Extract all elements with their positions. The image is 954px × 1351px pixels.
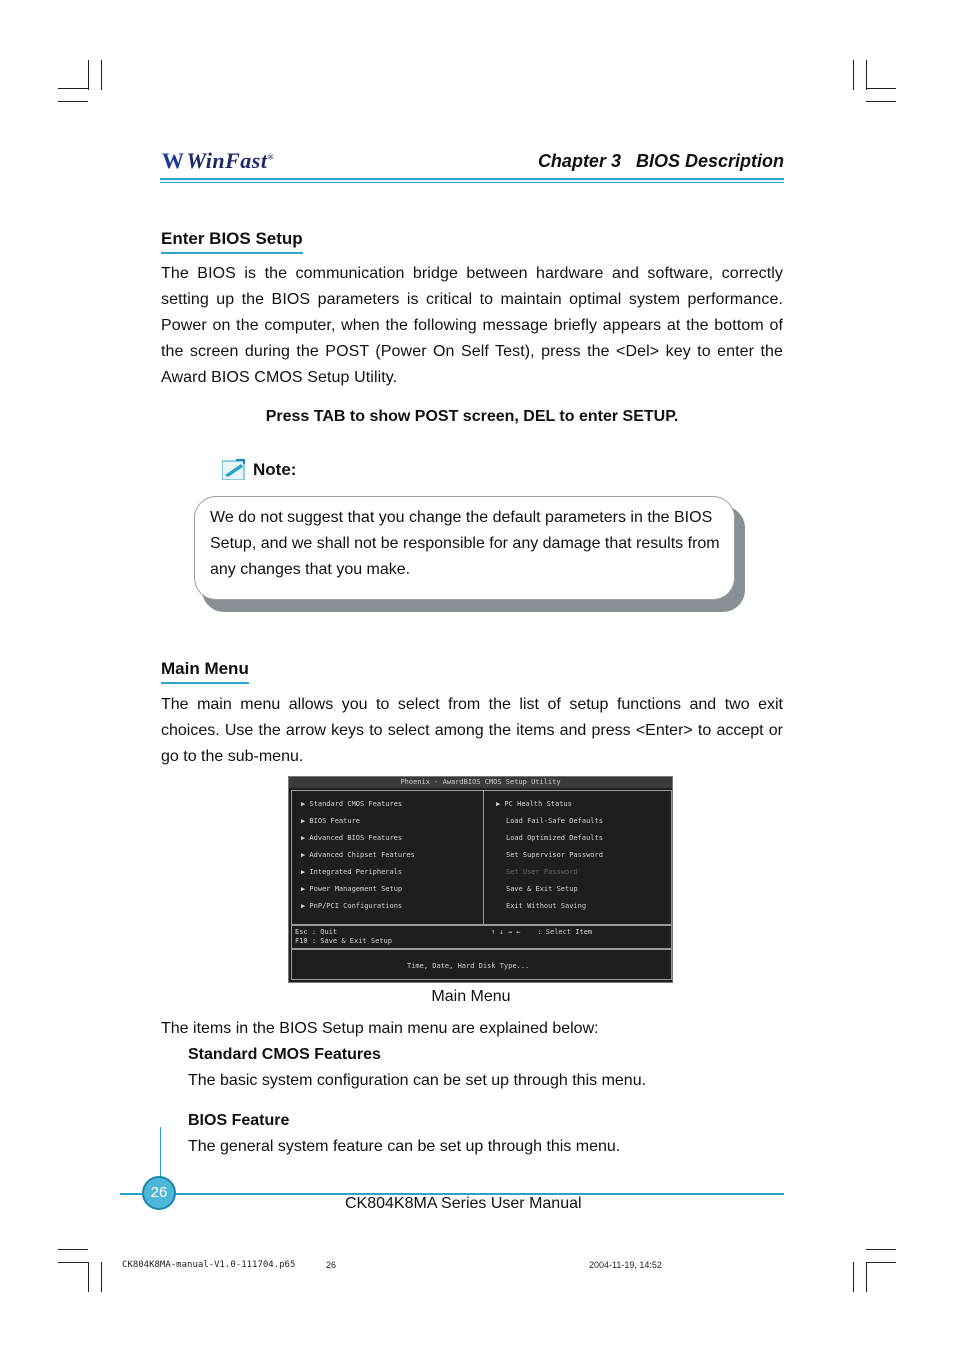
enter-bios-paragraph: The BIOS is the communication bridge between hardware and software, correctly setting up the BIOS parameters is critical to maintain optimal system performance. Power on the computer, when the following message briefly appears at the bottom of the screen during the POST (Power On Self Test), press the <Del> key to enter the Award BIOS CMOS Setup Utility. xyxy=(161,265,783,386)
crop-mark xyxy=(101,60,102,90)
header-rule xyxy=(160,182,784,183)
chapter-title: Chapter 3 BIOS Description xyxy=(537,151,784,171)
crop-mark xyxy=(58,88,88,89)
bios-left-item: ▶ Integrated Peripherals xyxy=(301,868,403,876)
crop-mark xyxy=(866,60,867,90)
bios-right-item: Load Optimized Defaults xyxy=(506,834,603,842)
page-number-badge: 26 xyxy=(142,1176,176,1210)
winfast-w-icon: W xyxy=(162,148,185,173)
bios-left-item: ▶ PnP/PCI Configurations xyxy=(301,902,403,910)
item-title: BIOS Feature xyxy=(188,1112,290,1129)
crop-mark xyxy=(58,1249,88,1250)
crop-mark xyxy=(853,60,854,90)
bios-main-menu-screenshot xyxy=(288,776,673,983)
post-message: Press TAB to show POST screen, DEL to enter SETUP. xyxy=(265,408,679,425)
bios-key-select: ↑ ↓ → ← : Select Item xyxy=(491,928,593,936)
bios-right-item: Load Fail-Safe Defaults xyxy=(506,817,603,825)
item-body: The basic system configuration can be set up through this menu. xyxy=(188,1072,647,1089)
header-rule xyxy=(160,178,784,180)
crop-mark xyxy=(88,1262,89,1292)
bios-right-item: ▶ PC Health Status xyxy=(496,800,572,808)
section-heading-enter-bios: Enter BIOS Setup xyxy=(161,229,303,254)
bios-key-quit: Esc : Quit xyxy=(295,928,338,936)
main-menu-paragraph: The main menu allows you to select from the list of setup functions and two exit choices. Use the arrow keys to select among the items and press <Enter> to accept or go to the sub-menu. xyxy=(161,696,783,765)
bios-left-item: ▶ BIOS Feature xyxy=(301,817,361,825)
item-title: Standard CMOS Features xyxy=(188,1046,381,1063)
note-label: Note: xyxy=(253,460,297,479)
crop-mark xyxy=(866,1262,896,1263)
bios-left-item: ▶ Advanced BIOS Features xyxy=(301,834,403,842)
section-heading-main-menu: Main Menu xyxy=(161,659,249,684)
crop-mark xyxy=(58,1262,88,1263)
slug-date: 2004-11-19, 14:52 xyxy=(589,1260,662,1270)
bios-right-item: Set User Password xyxy=(506,868,578,876)
bios-left-item: ▶ Standard CMOS Features xyxy=(301,800,403,808)
bios-key-save: F10 : Save & Exit Setup xyxy=(295,937,392,945)
items-intro: The items in the BIOS Setup main menu are explained below: xyxy=(161,1020,599,1037)
slug-filename: CK804K8MA-manual-V1.0-111704.p65 xyxy=(122,1260,296,1270)
bios-right-item: Exit Without Saving xyxy=(506,902,587,910)
bios-right-item: Set Supervisor Password xyxy=(506,851,603,859)
crop-mark xyxy=(866,1262,867,1292)
figure-caption: Main Menu xyxy=(431,988,511,1005)
bios-left-item: ▶ Power Management Setup xyxy=(301,885,403,893)
slug-page: 26 xyxy=(326,1260,337,1270)
crop-mark xyxy=(853,1262,854,1292)
manual-title: CK804K8MA Series User Manual xyxy=(345,1195,582,1212)
crop-mark xyxy=(866,1249,896,1250)
note-text: We do not suggest that you change the default parameters in the BIOS Setup, and we shall not be responsible for any damage that results from any changes that you make. xyxy=(210,509,720,578)
item-body: The general system feature can be set up through this menu. xyxy=(188,1138,621,1155)
winfast-logo: WWinFast® xyxy=(162,148,274,173)
crop-mark xyxy=(866,101,896,102)
bios-divider xyxy=(483,791,484,925)
crop-mark xyxy=(101,1262,102,1292)
crop-mark xyxy=(58,101,88,102)
note-icon xyxy=(222,458,246,480)
bios-status-text: Time, Date, Hard Disk Type... xyxy=(407,962,530,970)
crop-mark xyxy=(866,88,896,89)
crop-mark xyxy=(88,60,89,90)
bios-left-item: ▶ Advanced Chipset Features xyxy=(301,851,415,859)
bios-right-item: Save & Exit Setup xyxy=(506,885,578,893)
bios-title: Phoenix - AwardBIOS CMOS Setup Utility xyxy=(289,777,672,788)
